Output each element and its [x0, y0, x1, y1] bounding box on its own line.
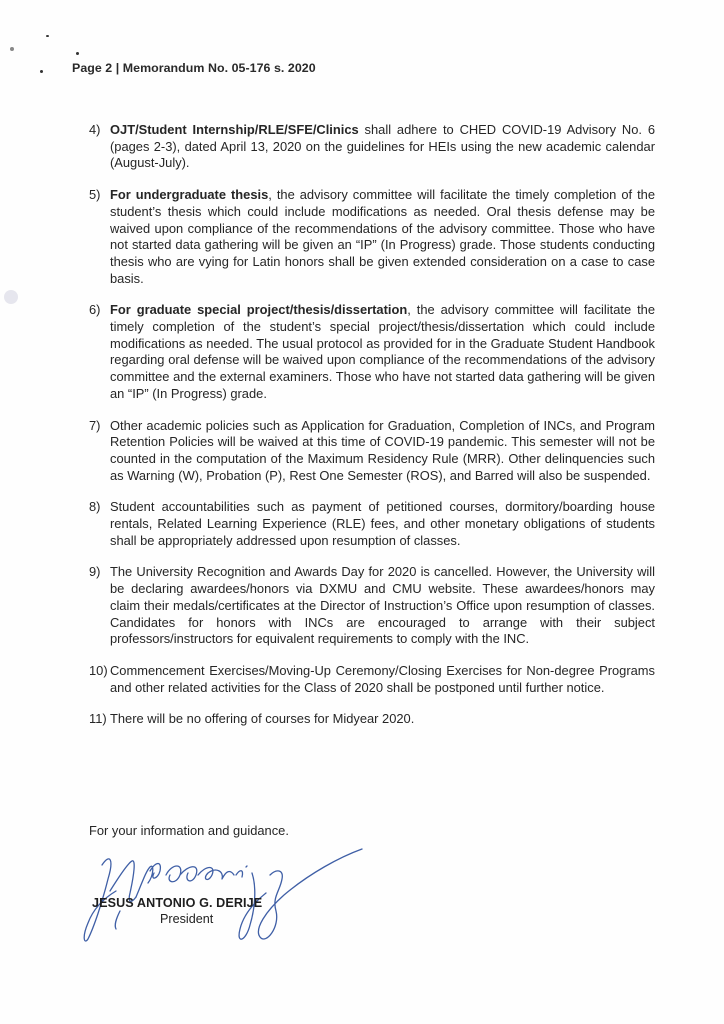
scan-speck: [10, 47, 14, 51]
item-number: 5): [89, 187, 101, 203]
item-text: There will be no offering of courses for Midyear 2020.: [110, 711, 415, 727]
item-bold-lead: For graduate special project/thesis/dissertation: [110, 302, 408, 318]
item-text: Commencement Exercises/Moving-Up Ceremony/Closing Exercises for Non-degree Programs and other related activities for the Class of 2020 shall be postponed until further notice.: [110, 662, 655, 695]
scan-speck: [40, 70, 43, 73]
item-number: 11): [89, 711, 107, 727]
page-header: Page 2 | Memorandum No. 05-176 s. 2020: [72, 61, 316, 75]
item-text: , the advisory committee will facilitate the timely completion of the student’s thesis which could include modifications as needed. Oral thesis defense may be waived upon compliance of the recommendations of the advisory committee. Those who have not started data gathering will be given an “IP” (In Progress) grade. Those students conducting thesis who are vying for Latin honors shall be given extended consideration on a case to case basis.: [110, 187, 655, 286]
item-text: , the advisory committee will facilitate the timely completion of the student’s special project/thesis/dissertation which could include modifications as needed. The usual protocol as provided for in the Graduate Student Handbook regarding oral defense will be waived upon compliance of the recommendations of the advisory committee and the external examiners. Those who have not started data gathering will be given an “IP” (In Progress) grade.: [110, 302, 655, 401]
item-number: 4): [89, 122, 101, 137]
list-item: [89, 418, 655, 485]
item-number: 7): [89, 417, 101, 433]
item-number: 6): [89, 302, 101, 318]
signatory-name: JESUS ANTONIO G. DERIJE: [92, 896, 263, 910]
item-number: 8): [89, 499, 101, 515]
signature-block: [80, 845, 380, 945]
memorandum-items-list: [89, 122, 655, 728]
item-text: shall adhere to CHED COVID-19 Advisory No. 6 (pages 2-3), dated April 13, 2020 on the guidelines for HEIs using the new academic calendar (August-July).: [110, 122, 655, 171]
list-item: [89, 122, 655, 172]
item-number: 10): [89, 662, 108, 678]
list-item: [89, 663, 655, 696]
list-item: [89, 711, 655, 728]
list-item: [89, 564, 655, 648]
scan-speck: [46, 35, 49, 37]
item-bold-lead: OJT/Student Internship/RLE/SFE/Clinics: [110, 122, 359, 137]
scan-speck: [76, 52, 79, 55]
list-item: [89, 302, 655, 402]
signatory-title: President: [160, 912, 214, 926]
closing-remark: For your information and guidance.: [89, 823, 289, 838]
item-bold-lead: For undergraduate thesis: [110, 187, 269, 203]
handwritten-signature: [80, 845, 380, 945]
item-number: 9): [89, 564, 101, 580]
item-text: Other academic policies such as Application for Graduation, Completion of INCs, and Program Retention Policies will be waived at this time of COVID-19 pandemic. This semester will not be counted in the computation of the Maximum Residency Rule (MRR). Other delinquencies such as Warning (W), Probation (P), Rest One Semester (ROS), and Barred will also be suspended.: [110, 417, 655, 483]
list-item: [89, 499, 655, 549]
scan-artifact-dot: [4, 290, 18, 304]
item-text: The University Recognition and Awards Day for 2020 is cancelled. However, the University will be declaring awardees/honors via DXMU and CMU website. These awardees/honors may claim their medals/certificates at the Director of Instruction’s Office upon resumption of classes. Candidates for honors with INCs are encouraged to arrange with their subject professors/instructors for equivalent requirements to comply with the INC.: [110, 564, 655, 647]
item-text: Student accountabilities such as payment of petitioned courses, dormitory/boarding house rentals, Related Learning Experience (RLE) fees, and other monetary obligations of students shall be appropriately addressed upon resumption of classes.: [110, 499, 655, 548]
list-item: [89, 187, 655, 287]
